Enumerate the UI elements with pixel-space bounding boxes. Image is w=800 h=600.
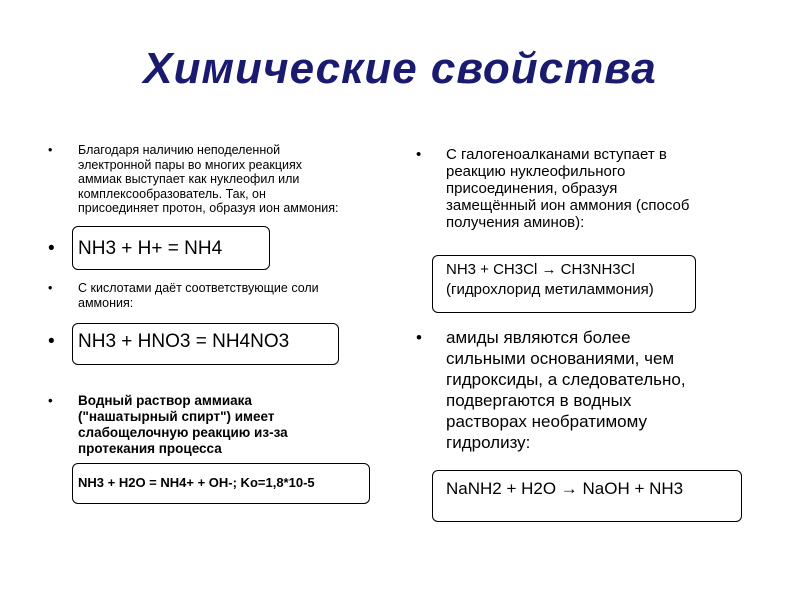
equation-text: NaNH2 + H2O → NaOH + NH3 — [446, 479, 684, 498]
bullet-dot-icon: • — [48, 393, 53, 408]
left-bullet-5 — [48, 393, 378, 457]
text-line: гидроксиды, а следовательно, — [446, 370, 686, 389]
slide-title: Химические свойства — [143, 44, 657, 93]
left-bullet-4 — [48, 331, 290, 352]
text-line: электронной пары во многих реакциях — [78, 157, 303, 172]
text-line: С кислотами даёт соответствующие соли — [78, 281, 319, 295]
equation-text: NH3 + H2O = NH4+ + OH-; Ko=1,8*10-5 — [78, 475, 315, 490]
equation-text — [446, 260, 654, 300]
text-line: ("нашатырный спирт") имеет — [78, 409, 275, 424]
text-line: Благодаря наличию неподеленной — [78, 143, 281, 157]
text-line: NH3 + CH3Cl → CH3NH3Cl — [446, 261, 635, 278]
text-line: замещённый ион аммония (способ — [446, 197, 690, 214]
right-bullet-2 — [416, 327, 766, 453]
text-line: аммония: — [78, 295, 134, 310]
left-bullet-1 — [48, 143, 398, 216]
text-line: подвергаются в водных — [446, 391, 632, 410]
text-line: растворах необратимому — [446, 412, 647, 431]
bullet-dot-icon: • — [48, 143, 53, 157]
text-line: получения аминов): — [446, 214, 585, 231]
text-line: Водный раствор аммиака — [78, 393, 252, 408]
left-bullet-2 — [48, 238, 223, 259]
text-line: (гидрохлорид метиламмония) — [446, 281, 654, 298]
left-bullet-3 — [48, 281, 398, 310]
text-line: гидролизу: — [446, 433, 531, 452]
bullet-dot-icon: • — [48, 281, 53, 295]
text-line: слабощелочную реакцию из-за — [78, 425, 288, 440]
text-line: сильными основаниями, чем — [446, 349, 675, 368]
text-line: аммиак выступает как нуклеофил или — [78, 172, 300, 186]
bullet-dot-icon: • — [48, 238, 55, 259]
text-line: протекания процесса — [78, 441, 222, 456]
equation-text: NH3 + HNO3 = NH4NO3 — [78, 331, 290, 352]
bullet-dot-icon: • — [416, 328, 422, 347]
text-line: присоединяет протон, образуя ион аммония: — [78, 201, 339, 215]
bullet-dot-icon: • — [48, 331, 55, 352]
text-line: С галогеноалканами вступает в — [446, 146, 667, 163]
bullet-dot-icon: • — [416, 146, 422, 163]
text-line: комплексообразователь. Так, он — [78, 186, 266, 201]
text-line: реакцию нуклеофильного — [446, 163, 626, 180]
right-bullet-1 — [416, 146, 776, 231]
text-line: присоединения, образуя — [446, 180, 618, 197]
text-line: амиды являются более — [446, 328, 631, 347]
equation-text: NH3 + H+ = NH4 — [78, 238, 223, 259]
